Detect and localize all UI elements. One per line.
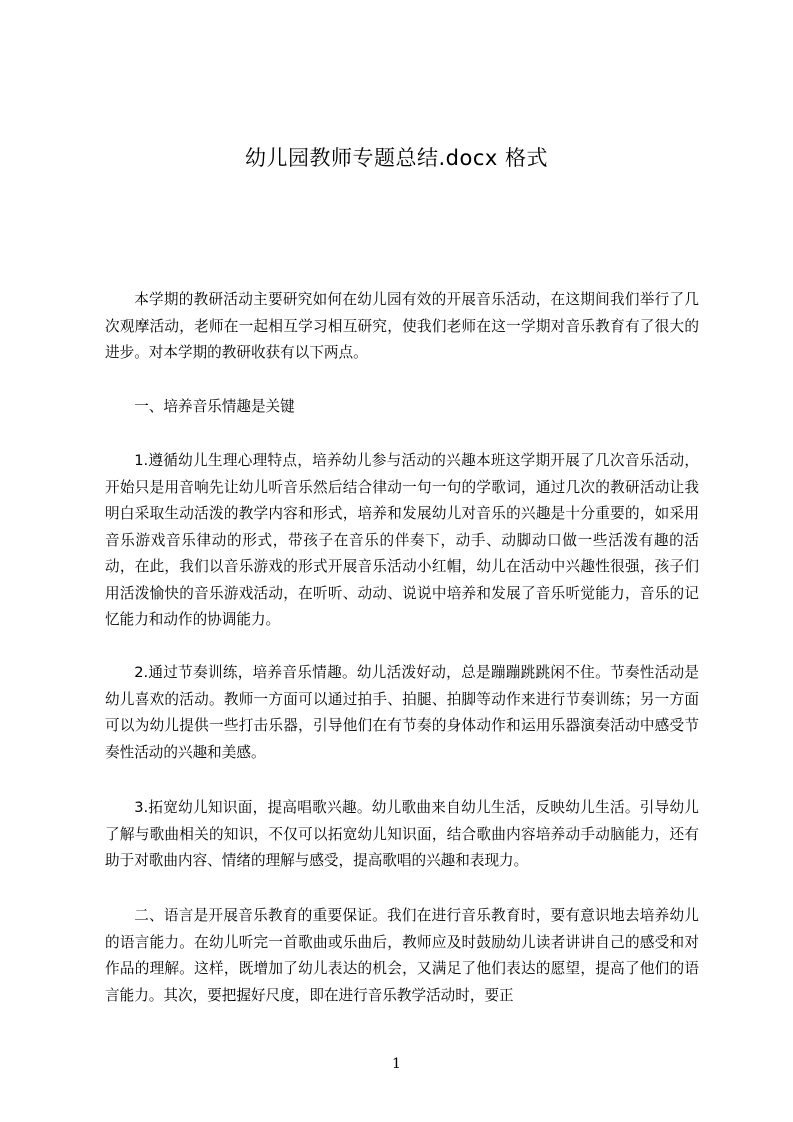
document-title: 幼儿园教师专题总结.docx 格式	[244, 146, 548, 170]
section-heading-1: 一、培养音乐情趣是关键	[134, 398, 295, 415]
page-number: 1	[392, 1056, 401, 1072]
paragraph-point-1: 1.遵循幼儿生理心理特点，培养幼儿参与活动的兴趣本班这学期开展了几次音乐活动，开始只是用音响先让幼儿听音乐然后结合律动一句一句的学歌词，通过几次的教研活动让我明白采取生动活泼的教学内容和形式，培养和发展幼儿对音乐的兴趣是十分重要的，如采用音乐游戏音乐律动的形式，带孩子在音乐的伴奏下，动手、动脚动口做一些活泼有趣的活动，在此，我们以音乐游戏的形式开展音乐活动小红帽，幼儿在活动中兴趣性很强，孩子们用活泼愉快的音乐游戏活动，在听听、动动、说说中培养和发展了音乐听觉能力，音乐的记忆能力和动作的协调能力。	[105, 452, 699, 628]
section-heading-2-paragraph: 二、语言是开展音乐教育的重要保证。我们在进行音乐教育时，要有意识地去培养幼儿的语言能力。在幼儿听完一首歌曲或乐曲后，教师应及时鼓励幼儿读者讲讲自己的感受和对作品的理解。这样，既增加了幼儿表达的机会，又满足了他们表达的愿望，提高了他们的语言能力。其次，要把握好尺度，即在进行音乐教学活动时，要正	[105, 907, 699, 1004]
paragraph-point-2: 2.通过节奏训练，培养音乐情趣。幼儿活泼好动，总是蹦蹦跳跳闲不住。节奏性活动是幼儿喜欢的活动。教师一方面可以通过拍手、拍腿、拍脚等动作来进行节奏训练；另一方面可以为幼儿提供一些打击乐器，引导他们在有节奏的身体动作和运用乐器演奏活动中感受节奏性活动的兴趣和美感。	[105, 664, 699, 761]
intro-paragraph: 本学期的教研活动主要研究如何在幼儿园有效的开展音乐活动，在这期间我们举行了几次观摩活动，老师在一起相互学习相互研究，使我们老师在这一学期对音乐教育有了很大的进步。对本学期的教研收获有以下两点。	[105, 291, 699, 361]
paragraph-point-3: 3.拓宽幼儿知识面，提高唱歌兴趣。幼儿歌曲来自幼儿生活，反映幼儿生活。引导幼儿了解与歌曲相关的知识，不仅可以拓宽幼儿知识面，结合歌曲内容培养动手动脑能力，还有助于对歌曲内容、情绪的理解与感受，提高歌唱的兴趣和表现力。	[105, 799, 699, 869]
